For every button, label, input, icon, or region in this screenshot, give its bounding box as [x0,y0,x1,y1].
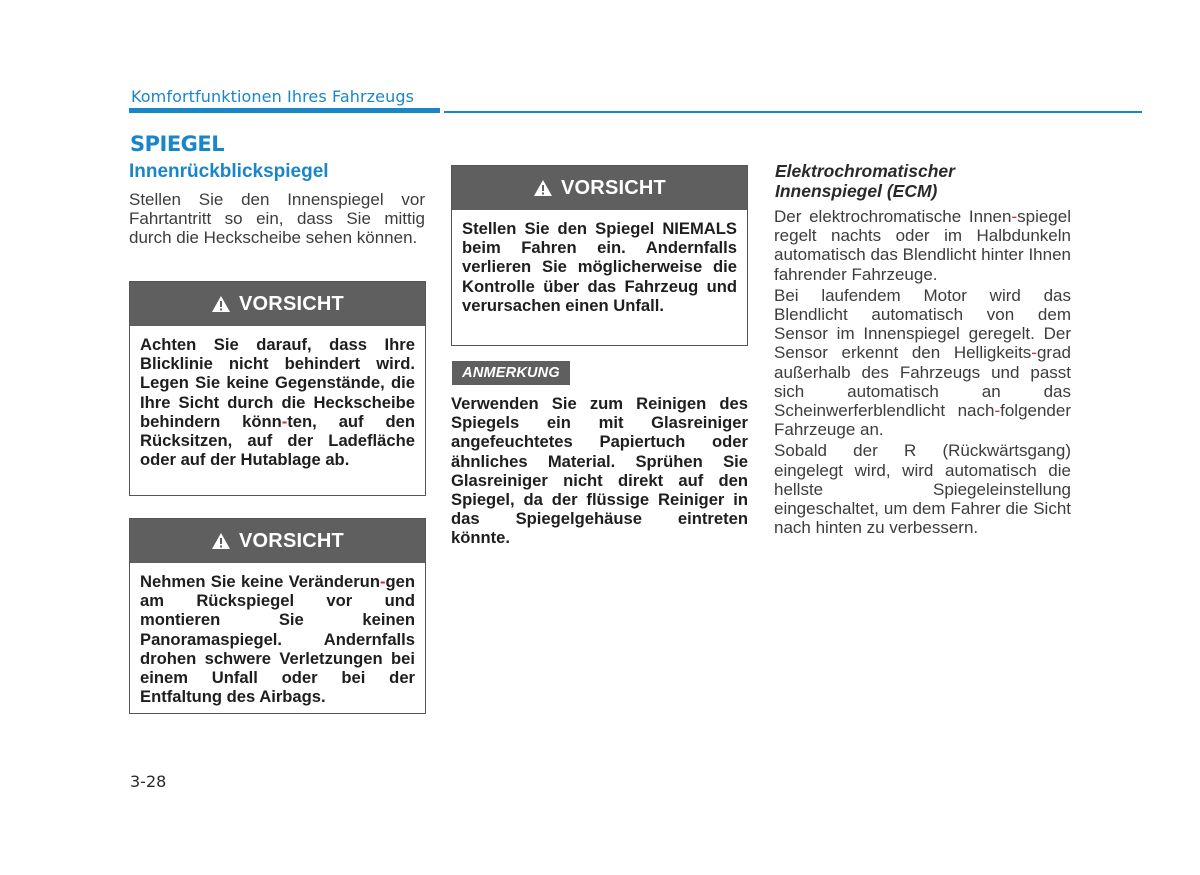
section-title: SPIEGEL [130,132,225,156]
header-rule-thick [129,108,440,113]
caution-header [130,519,425,563]
ecm-heading: Elektrochromatischer Innenspiegel (ECM) [775,161,955,201]
note-text: Verwenden Sie zum Reinigen des Spiegels ein mit Glasreiniger angefeuchtetes Papiertuch oder ähnliches Material. Sprühen Sie Glasreiniger nicht direkt auf den Spiegel, da der flüssige Reiniger in das Spiegelgehäuse eintreten könnte. [451,394,748,548]
ecm-paragraph-2: Bei laufendem Motor wird das Blendlicht automatisch von dem Sensor im Innenspiegel geregelt. Der Sensor erkennt den Helligkeits-grad außerhalb des Fahrzeugs und passt sich automatisch an das Scheinwerferblendlicht nach-folgender Fahrzeuge an. [774,285,1071,440]
sub-heading: Innenrückblickspiegel [129,161,329,182]
header-rule-thin [444,111,1142,113]
caution-header [452,166,747,210]
warning-icon [211,295,231,313]
caution-box-3 [451,165,748,346]
caution-header [130,282,425,326]
caution-title: VORSICHT [561,176,666,199]
caution-title: VORSICHT [239,292,344,315]
intro-paragraph: Stellen Sie den Innenspiegel vor Fahrtantritt so ein, dass Sie mittig durch die Heckscheibe sehen können. [129,190,425,248]
caution-box-1 [129,281,426,496]
header-title: Komfortfunktionen Ihres Fahrzeugs [131,87,415,106]
ecm-text [774,207,1071,537]
caution-text: Achten Sie darauf, dass Ihre Blicklinie nicht behindert wird. Legen Sie keine Gegenstände, die Ihre Sicht durch die Heckscheibe behindern könn-ten, auf den Rücksitzen, auf der Ladefläche oder auf der Hutablage ab. [140,335,415,470]
caution-text: Stellen Sie den Spiegel NIEMALS beim Fahren ein. Andernfalls verlieren Sie möglicherweise die Kontrolle über das Fahrzeug und verursachen einen Unfall. [462,219,737,315]
warning-icon [211,532,231,550]
page-number: 3-28 [130,772,167,791]
caution-text: Nehmen Sie keine Veränderun-gen am Rückspiegel vor und montieren Sie keinen Panoramaspiegel. Andernfalls drohen schwere Verletzungen bei einem Unfall oder bei der Entfaltung des Airbags. [140,572,415,707]
warning-icon [533,179,553,197]
caution-box-2 [129,518,426,714]
ecm-paragraph-1: Der elektrochromatische Innen-spiegel regelt nachts oder im Halbdunkeln automatisch das Blendlicht hinter Ihnen fahrender Fahrzeuge. [774,207,1071,284]
caution-title: VORSICHT [239,529,344,552]
ecm-paragraph-3: Sobald der R (Rückwärtsgang) eingelegt wird, wird automatisch die hellste Spiegeleinstellung eingeschaltet, um dem Fahrer die Sicht nach hinten zu verbessern. [774,441,1071,538]
note-label: ANMERKUNG [452,361,570,385]
